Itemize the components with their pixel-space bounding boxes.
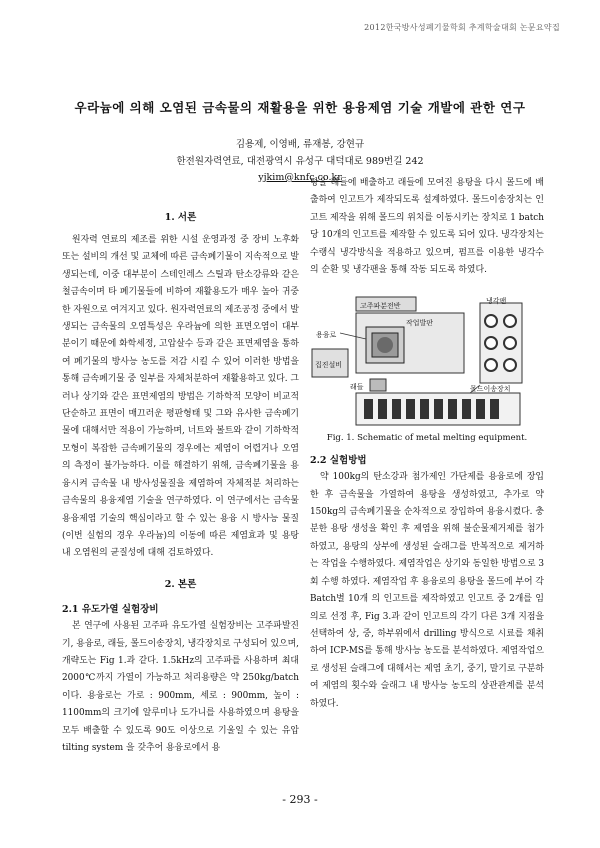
label-control-panel: 고주파분전반 bbox=[360, 302, 401, 311]
paper-authors: 김용제, 이영배, 류재봉, 강현규 bbox=[235, 139, 365, 150]
fan-circle bbox=[485, 315, 497, 327]
subsection-2-2-heading: 2.2 실험방법 bbox=[310, 454, 367, 466]
fan-circle bbox=[504, 359, 516, 371]
right-column bbox=[310, 175, 544, 713]
subsection-2-1-heading: 2.1 유도가열 실험장비 bbox=[62, 603, 159, 615]
label-cooling-fan: 냉각팬 bbox=[486, 297, 507, 306]
schematic-drawing bbox=[310, 293, 544, 428]
fan-circle bbox=[485, 359, 497, 371]
section-1-heading: 1. 서론 bbox=[164, 212, 197, 223]
equipment-schematic-figure bbox=[310, 293, 544, 428]
section-1-body: 원자력 연료의 제조를 위한 시설 운영과정 중 장비 노후화 또는 설비의 개선 및 교체에 따른 금속폐기물이 지속적으로 발생되는데, 이중 대부분이 스테인레스 스틸과 탄소강류와 같은 철금속이며 타 폐기물들에 비하여 재활용도가 매우 높아 귀중한 자원으로 여겨지고 있다. 원자력연료의 제조공정 중에서 발생되는 금속물의 오염특성은 우라늄에 의한 표면오염이 대부분이기 때문에 화학세정, 고압살수 등과 같은 표면제염을 통하여 폐기물의 방사능 농도를 저감 시킬 수 있어 이러한 방법을 통해 금속폐기물 중 일부를 자체처분하여 재활용하고 있다. 그러나 상기와 같은 표면제염의 방법은 기하학적 모양이 비교적 단순하고 표면이 매끄러운 평판형태 및 그와 유사한 금속폐기물에 대해서만 적용이 가능하며, 너트와 볼트와 같이 기하학적 모형이 복잡한 금속폐기물의 경우에는 제염이 어렵거나 오염의 측정이 불가능하다. 이를 해결하기 위해, 금속폐기물을 용융시켜 금속물 내 방사성물질을 제염하여 자체적분 처리하는 금속물의 용융제염 기술을 연구하였다. 이 연구에서는 금속물 용융제염 기술의 핵심이라고 할 수 있는 용융 시 방사능 물질(이번 실험의 경우 우라늄)의 이동에 따른 제염효과 및 용탕 내 오염원의 균질성에 대해 검토하였다. bbox=[62, 235, 299, 559]
subsection-2-1-body: 본 연구에 사용된 고주파 유도가열 실험장비는 고주파발진기, 용융로, 래들, 몰드이송장치, 냉각장치로 구성되어 있으며, 개략도는 Fig 1.과 같다. 1.5kHz의 고주파를 사용하며 최대 2000℃까지 가열이 가능하고 처리용량은 약 250kg/batch 이다. 용융로는 가로 : 900mm, 세로 : 900mm, 높이 : 1100mm의 크기에 알루미나 도가니를 사용하였으며 용탕을 모두 배출할 수 있도록 90도 이상으로 기울일 수 있는 유압 tilting system 을 갖추어 용융로에서 용 bbox=[62, 621, 299, 753]
figure-1-caption: Fig. 1. Schematic of metal melting equipment. bbox=[326, 433, 528, 444]
label-mold-conveyor: 몰드이송장치 bbox=[470, 385, 511, 394]
crucible-shape bbox=[377, 337, 393, 353]
label-work-bench: 작업발판 bbox=[406, 319, 434, 328]
label-ladle: 래들 bbox=[350, 383, 364, 392]
page-number: - 293 - bbox=[282, 793, 318, 806]
label-furnace: 용융로 bbox=[316, 331, 337, 340]
section-2-heading: 2. 본론 bbox=[164, 578, 197, 590]
paper-affiliation: 한전원자력연료, 대전광역시 유성구 대덕대로 989번길 242 bbox=[176, 156, 424, 167]
subsection-2-1-continued: 탕을 래들에 배출하고 래들에 모여진 용탕을 다시 몰드에 배출하여 인고트가 제작되도록 설계하였다. 몰드이송장치는 인고트 제작을 위해 몰드의 위치를 이동시키는 장치로 1 batch당 10개의 인고트를 제작할 수 있도록 되어 있다. 냉각장치는 수랭식 냉각방식을 적용하고 있으며, 펌프를 이용한 냉각수의 순환 및 냉각팬을 통해 작동 되도록 하였다. bbox=[310, 178, 544, 276]
ladle-box bbox=[370, 379, 386, 391]
label-dust-collector: 집진설비 bbox=[315, 361, 343, 370]
left-column bbox=[62, 204, 299, 757]
fan-circle bbox=[504, 337, 516, 349]
paper-title: 우라늄에 의해 오염된 금속물의 재활용을 위한 용융제염 기술 개발에 관한 연구 bbox=[74, 100, 526, 115]
journal-header-note: 2012한국방사성폐기물학회 추계학술대회 논문요약집 bbox=[364, 23, 560, 32]
subsection-2-2-body: 약 100kg의 탄소강과 첨가제인 가단제를 용융로에 장입한 후 금속물을 가열하여 용탕을 생성하였고, 추가로 약 150kg의 금속폐기물을 순차적으로 장입하여 용융시켰다. 충분한 용탕 생성을 확인 후 제염을 위해 불순물제거제를 첨가하였고, 용탕의 상부에 생성된 슬래그를 반복적으로 제거하는 작업을 수행하였다. 제염작업은 상기와 동일한 방법으로 3회 수행 하였다. 제염작업 후 용융로의 용탕을 몰드에 부어 각 Batch별 10개 의 인고트를 제작하였고 인고트 중 2개를 임의로 선정 후, Fig 3.과 같이 인고트의 각기 다른 3개 지점을 선택하여 상, 중, 하부위에서 drilling 방식으로 시료를 채취하여 ICP-MS를 통해 방사능 농도를 분석하였다. 제염작업으로 생성된 슬래그에 대해서는 제염 초기, 중기, 말기로 구분하여 제염의 횟수와 슬래그 내 방사능 농도의 상관관계를 분석하였다. bbox=[310, 472, 544, 709]
fan-circle bbox=[485, 337, 497, 349]
author-email[interactable]: yjkim@knfc.co.kr bbox=[258, 172, 342, 183]
fan-circle bbox=[504, 315, 516, 327]
